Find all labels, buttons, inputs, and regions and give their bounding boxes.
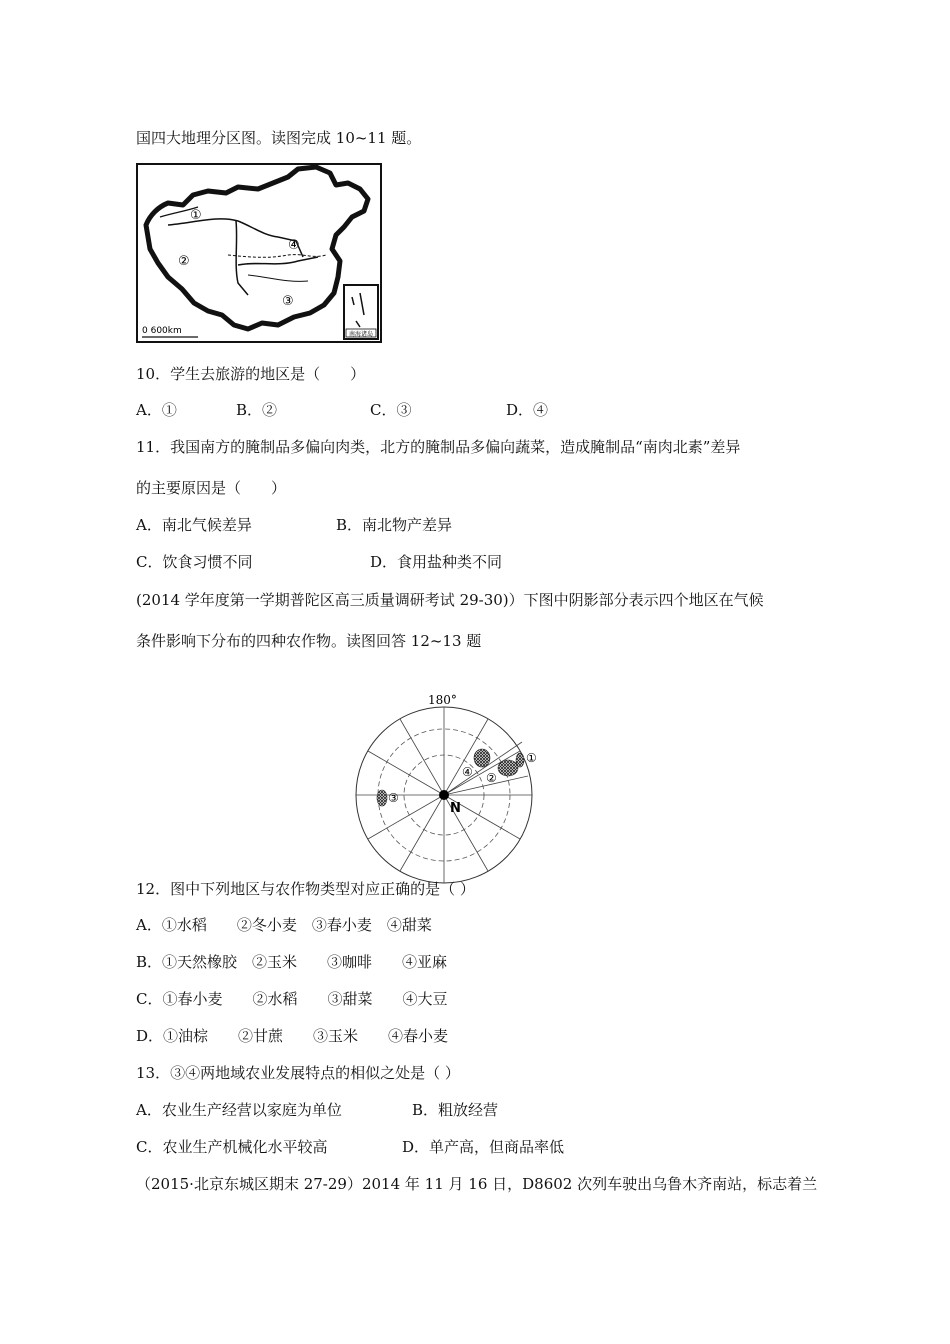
region-label-4: ④ — [288, 238, 300, 253]
river-1 — [228, 255, 326, 258]
q13-option-c[interactable]: C．农业生产机械化水平较高 — [136, 1138, 328, 1156]
q11-option-b[interactable]: B．南北物产差异 — [336, 516, 453, 534]
q11-option-c[interactable]: C．饮食习惯不同 — [136, 553, 253, 571]
longitude-180-label: 180° — [428, 693, 457, 707]
region-label-2: ② — [178, 254, 190, 269]
q10-option-d[interactable]: D．④ — [506, 401, 549, 419]
polar-region-label-4: ④ — [462, 765, 473, 779]
q10-option-b[interactable]: B．② — [236, 401, 278, 419]
q12-option-b[interactable]: B．①天然橡胶 ②玉米 ③咖啡 ④亚麻 — [136, 953, 448, 971]
q13-option-b[interactable]: B．粗放经营 — [412, 1101, 499, 1119]
north-pole-label: N — [450, 801, 461, 816]
q11-stem-line2: 的主要原因是（ ） — [136, 479, 287, 497]
china-regions-map — [136, 163, 382, 343]
q10-stem: 10．学生去旅游的地区是（ ） — [136, 365, 366, 383]
river-2 — [248, 275, 308, 281]
q12-option-a[interactable]: A．①水稻 ②冬小麦 ③春小麦 ④甜菜 — [136, 916, 432, 934]
crop-area-4 — [474, 749, 490, 767]
polar-region-label-2: ② — [486, 771, 497, 785]
polar-region-label-1: ① — [526, 751, 537, 765]
polar-projection-figure — [352, 690, 552, 880]
crop-area-2 — [498, 760, 518, 776]
q13-option-a[interactable]: A．农业生产经营以家庭为单位 — [136, 1101, 342, 1119]
china-map-graphic — [138, 165, 380, 341]
q11-stem-line1: 11．我国南方的腌制品多偏向肉类，北方的腌制品多偏向蔬菜，造成腌制品“南肉北素”差异 — [136, 438, 741, 456]
q13-stem: 13．③④两地域农业发展特点的相似之处是（ ） — [136, 1064, 460, 1082]
division-line-3 — [238, 257, 318, 265]
region-label-3: ③ — [282, 294, 294, 309]
crop-area-3 — [377, 790, 387, 806]
q13-option-d[interactable]: D．单产高，但商品率低 — [402, 1138, 565, 1156]
north-pole-dot — [439, 790, 449, 800]
q10-option-a[interactable]: A．① — [136, 401, 177, 419]
q11-option-a[interactable]: A．南北气候差异 — [136, 516, 252, 534]
scale-label: 0 600km — [142, 326, 182, 336]
inset-label: 南海诸岛 — [349, 331, 374, 338]
q10-option-c[interactable]: C．③ — [370, 401, 412, 419]
source1-line2: 条件影响下分布的四种农作物。读图回答 12~13 题 — [136, 632, 482, 650]
source1-line1: (2014 学年度第一学期普陀区高三质量调研考试 29-30)）下图中阴影部分表示四个地区在气候 — [136, 591, 764, 609]
q12-stem: 12．图中下列地区与农作物类型对应正确的是（ ） — [136, 880, 475, 898]
division-line-2 — [236, 221, 248, 295]
q11-option-d[interactable]: D．食用盐种类不同 — [370, 553, 503, 571]
q12-option-d[interactable]: D．①油棕 ②甘蔗 ③玉米 ④春小麦 — [136, 1027, 449, 1045]
division-line-1 — [168, 219, 303, 257]
china-outline — [146, 167, 368, 329]
source2-line: （2015·北京东城区期末 27-29）2014 年 11 月 16 日，D8602 次列车驶出乌鲁木齐南站，标志着兰 — [136, 1175, 818, 1193]
region-label-1: ① — [190, 208, 202, 223]
polar-region-label-3: ③ — [388, 791, 399, 805]
q12-option-c[interactable]: C．①春小麦 ②水稻 ③甜菜 ④大豆 — [136, 990, 448, 1008]
polar-graphic — [352, 690, 552, 880]
intro-text: 国四大地理分区图。读图完成 10~11 题。 — [136, 129, 422, 147]
